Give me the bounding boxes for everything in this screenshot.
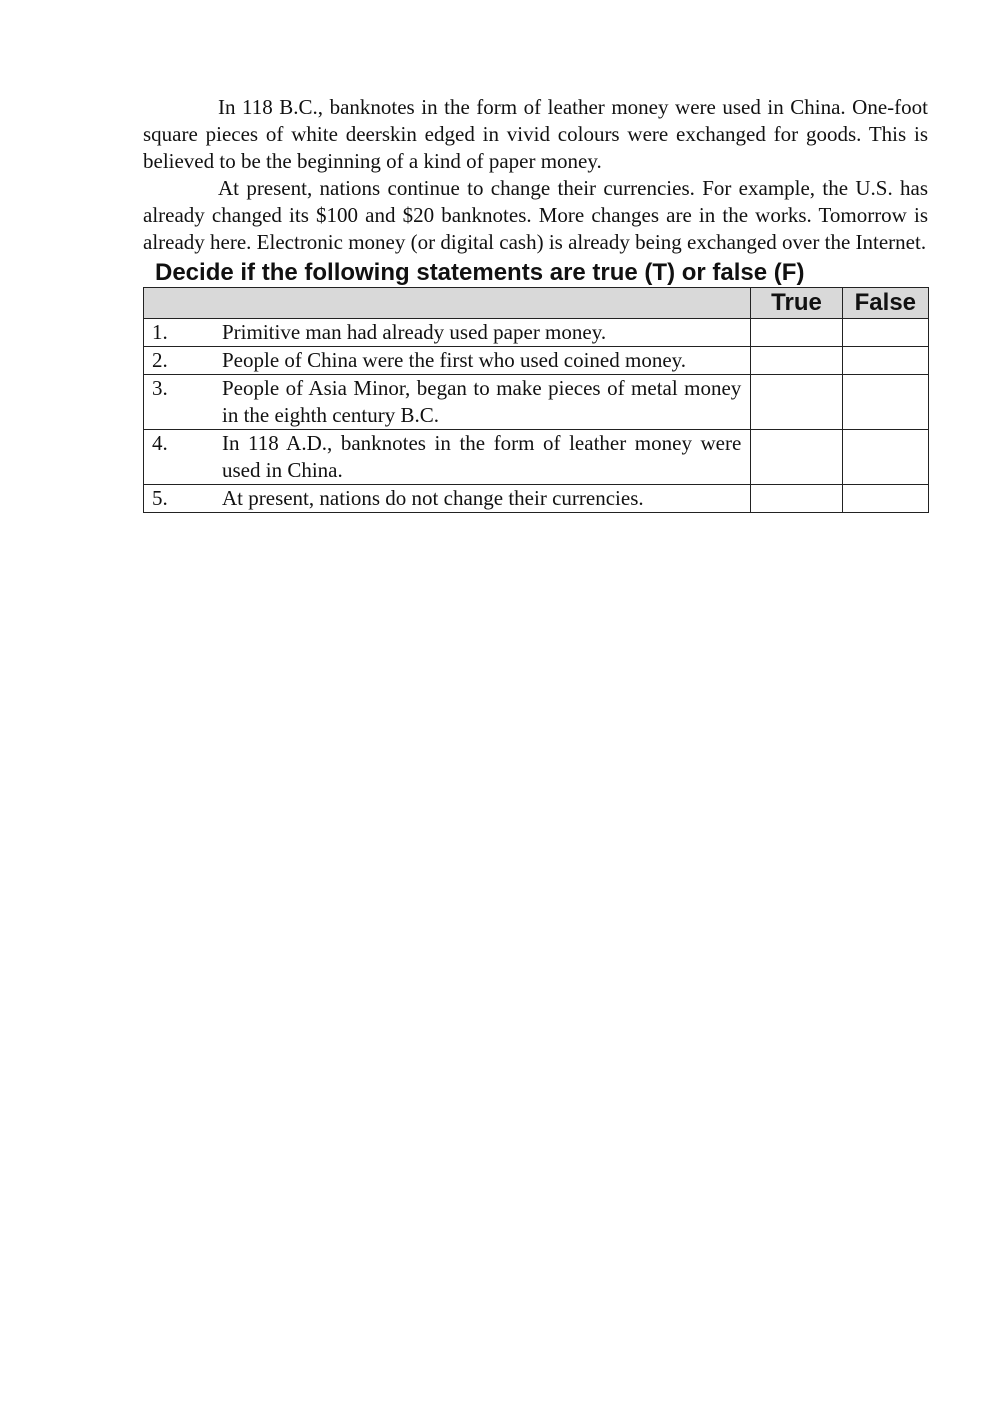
statement-text: In 118 A.D., banknotes in the form of leather money were used in China. — [222, 431, 742, 482]
false-answer-cell[interactable] — [842, 485, 928, 513]
table-header-row — [144, 288, 929, 319]
statement-text: People of China were the first who used coined money. — [222, 348, 687, 372]
true-answer-cell[interactable] — [751, 347, 842, 375]
statement-text: People of Asia Minor, began to make pieces of metal money in the eighth century B.C. — [222, 376, 742, 427]
true-answer-cell[interactable] — [751, 430, 842, 485]
statement-cell — [144, 485, 751, 513]
false-answer-cell[interactable] — [842, 375, 928, 430]
true-column-header: True — [751, 288, 842, 319]
table-row — [144, 375, 929, 430]
statement-number: 3. — [152, 376, 168, 400]
statement-text: Primitive man had already used paper money. — [222, 320, 607, 344]
false-answer-cell[interactable] — [842, 319, 928, 347]
statement-number: 5. — [152, 486, 168, 510]
false-column-header: False — [842, 288, 928, 319]
true-answer-cell[interactable] — [751, 319, 842, 347]
true-false-table — [143, 287, 929, 513]
statement-column-header — [144, 288, 751, 319]
table-row — [144, 485, 929, 513]
statement-cell — [144, 375, 751, 430]
table-row — [144, 347, 929, 375]
passage-paragraph-1: In 118 B.C., banknotes in the form of leather money were used in China. One-foot square pieces of white deerskin edged in vivid colours were exchanged for goods. This is believed to be the beginning of a kind of paper money. — [143, 95, 928, 173]
worksheet-page — [143, 94, 928, 513]
passage-paragraph-2: At present, nations continue to change their currencies. For example, the U.S. has already changed its $100 and $20 banknotes. More changes are in the works. Tomorrow is already here. Electronic money (or digital cash) is already being exchanged over the Internet. — [143, 176, 928, 254]
statement-number: 1. — [152, 320, 168, 344]
false-answer-cell[interactable] — [842, 347, 928, 375]
false-answer-cell[interactable] — [842, 430, 928, 485]
statement-cell — [144, 430, 751, 485]
statement-text: At present, nations do not change their currencies. — [222, 486, 644, 510]
statement-number: 2. — [152, 348, 168, 372]
statement-cell — [144, 319, 751, 347]
statement-cell — [144, 347, 751, 375]
exercise-heading: Decide if the following statements are true (T) or false (F) — [155, 259, 805, 286]
table-row — [144, 319, 929, 347]
table-row — [144, 430, 929, 485]
statement-number: 4. — [152, 431, 168, 455]
true-answer-cell[interactable] — [751, 485, 842, 513]
true-answer-cell[interactable] — [751, 375, 842, 430]
